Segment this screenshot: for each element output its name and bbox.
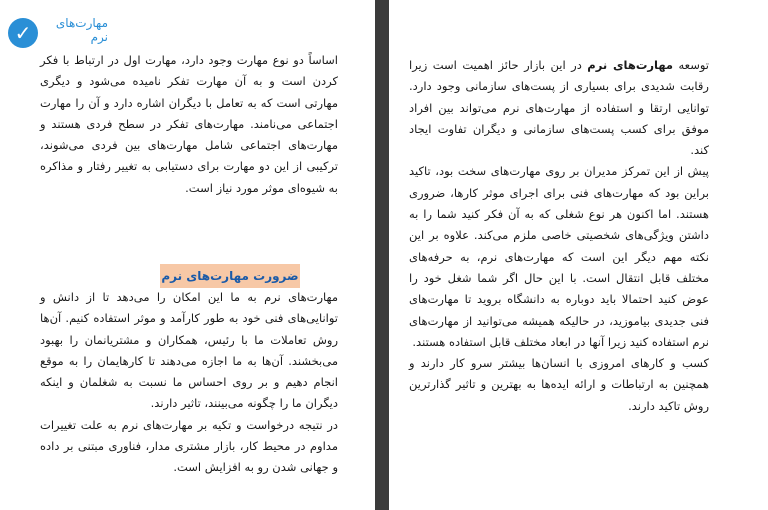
page-gutter	[375, 0, 389, 510]
left-paragraph-3: در نتیجه درخواست و تکیه بر مهارت‌های نرم به علت تغییرات مداوم در محیط کار، بازار مشتری مدار، فناوری مبتنی بر داده و جهانی شدن رو به افزایش است.	[40, 417, 338, 475]
right-paragraph-1	[409, 55, 709, 161]
brand-logo	[8, 14, 108, 54]
right-text	[409, 55, 709, 417]
left-paragraph-2: مهارت‌های نرم به ما این امکان را می‌دهد تا از دانش و توانایی‌های فنی خود به طور کارآمد و موثر استفاده کنیم. آن‌ها روش تعاملات ما با رئیس، همکاران و مشتریانمان را بهبود می‌بخشند. آن‌ها به ما اجازه می‌دهند تا کارهایمان را به موقع انجام دهیم و بر روی احساس ما نسبت به شغلمان و اینکه دیگران ما را چگونه می‌بینند، تاثیر دارند.	[40, 290, 338, 411]
right-p1-rest: در این بازار حائز اهمیت است زیرا رقابت شدیدی برای بسیاری از پست‌های سازمانی وجود دارد. توانایی ارتقا و استفاده از مهارت‌های نرم می‌تواند بین افراد موفق برای کسب پست‌های سازمانی و دیگران تفاوت ایجاد کند.	[409, 58, 709, 158]
right-paragraph-3: کسب و کارهای امروزی با انسان‌ها بیشتر سرو کار دارند و همچنین به ارتباطات و ارائه ایده‌ها به بهترین و تاثیر گذارترین روش تاکید دارند.	[409, 356, 709, 413]
logo-title-line1: مهارت‌های	[55, 16, 108, 30]
logo-text	[44, 16, 108, 44]
left-paragraph-1: اساساً دو نوع مهارت وجود دارد، مهارت اول در ارتباط با فکر کردن است و به آن مهارت تفکر نامیده می‌شود و دیگری مهارتی است که به تعامل با دیگران اشاره دارد و آن را مهارت اجتماعی می‌نامند. مهارت‌های تفکر در سطح فردی هستند و مهارت‌های اجتماعی شامل مهارت‌های بین فردی می‌شوند، ترکیبی از این دو مهارت برای دستیابی به تغییر رفتار و مذاکره به شیوه‌ای موثر مورد نیاز است.	[40, 53, 338, 195]
right-p1-lead: توسعه	[678, 58, 710, 72]
right-page	[389, 0, 768, 510]
right-paragraph-2: پیش از این تمرکز مدیران بر روی مهارت‌های سخت بود، تاکید براین بود که مهارت‌های فنی برای اجرای موثر کارها، ضروری هستند. اما اکنون هر نوع شغلی که به آن فکر کنید شما را به داشتن ویژگی‌های شخصیتی خاصی ملزم می‌کند. علاوه بر این نکته مهم دیگر این است که مهارت‌های نرم، به حرفه‌های مختلف قابل انتقال است. با این حال اگر شما شغل خود را عوض کنید احتمالا باید دوباره به دانشگاه بروید تا مهارت‌های فنی جدیدی بیاموزید، در حالیکه همیشه می‌توانید از مهارت‌های نرم استفاده کنید زیرا آنها در ابعاد مختلف قابل استفاده هستند.	[409, 164, 709, 349]
left-page	[0, 0, 375, 510]
left-paragraph-2-wrapper	[40, 287, 338, 479]
logo-title-line2: نرم	[90, 30, 108, 44]
section-heading: ضرورت مهارت‌های نرم	[160, 264, 300, 288]
right-p1-bold: مهارت‌های نرم	[587, 58, 674, 72]
check-icon: ✓	[8, 18, 38, 48]
